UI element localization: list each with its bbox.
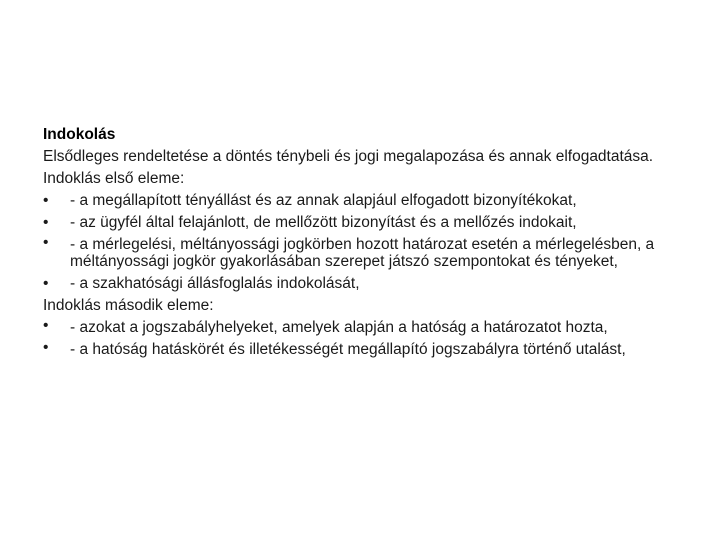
list-item-text: - a hatóság hatáskörét és illetékességét megállapító jogszabályra történő utalást, (70, 341, 626, 358)
bullet-icon: • (43, 214, 49, 231)
intro-paragraph (43, 146, 703, 168)
list-item (43, 212, 703, 234)
intro-text: Elsődleges rendeltetése a döntés ténybeli és jogi megalapozása és annak elfogadtatása. (43, 148, 654, 165)
list-item (43, 339, 703, 361)
list-item (43, 273, 703, 295)
bullet-icon: • (43, 192, 49, 209)
list-item (43, 317, 703, 339)
section1-heading: Indoklás első eleme: (43, 170, 185, 187)
list-item (43, 234, 703, 273)
section2-heading: Indoklás második eleme: (43, 297, 214, 314)
slide-title: Indokolás (43, 126, 116, 143)
list-item-text: - azokat a jogszabályhelyeket, amelyek alapján a hatóság a határozatot hozta, (70, 319, 608, 336)
bullet-icon: • (43, 339, 49, 356)
bullet-icon: • (43, 317, 49, 334)
slide-content (43, 124, 703, 361)
list-item-text: - az ügyfél által felajánlott, de mellőzött bizonyítást és a mellőzés indokait, (70, 214, 577, 231)
bullet-icon: • (43, 234, 49, 251)
list-item (43, 190, 703, 212)
list-item-text: - a mérlegelési, méltányossági jogkörben hozott határozat esetén a mérlegelésben, a méltányossági jogkör gyakorlásában szerepet játszó szempontokat és tényeket, (70, 236, 655, 270)
list-item-text: - a megállapított tényállást és az annak alapjául elfogadott bizonyítékokat, (70, 192, 577, 209)
bullet-icon: • (43, 275, 49, 292)
list-item-text: - a szakhatósági állásfoglalás indokolását, (70, 275, 360, 292)
